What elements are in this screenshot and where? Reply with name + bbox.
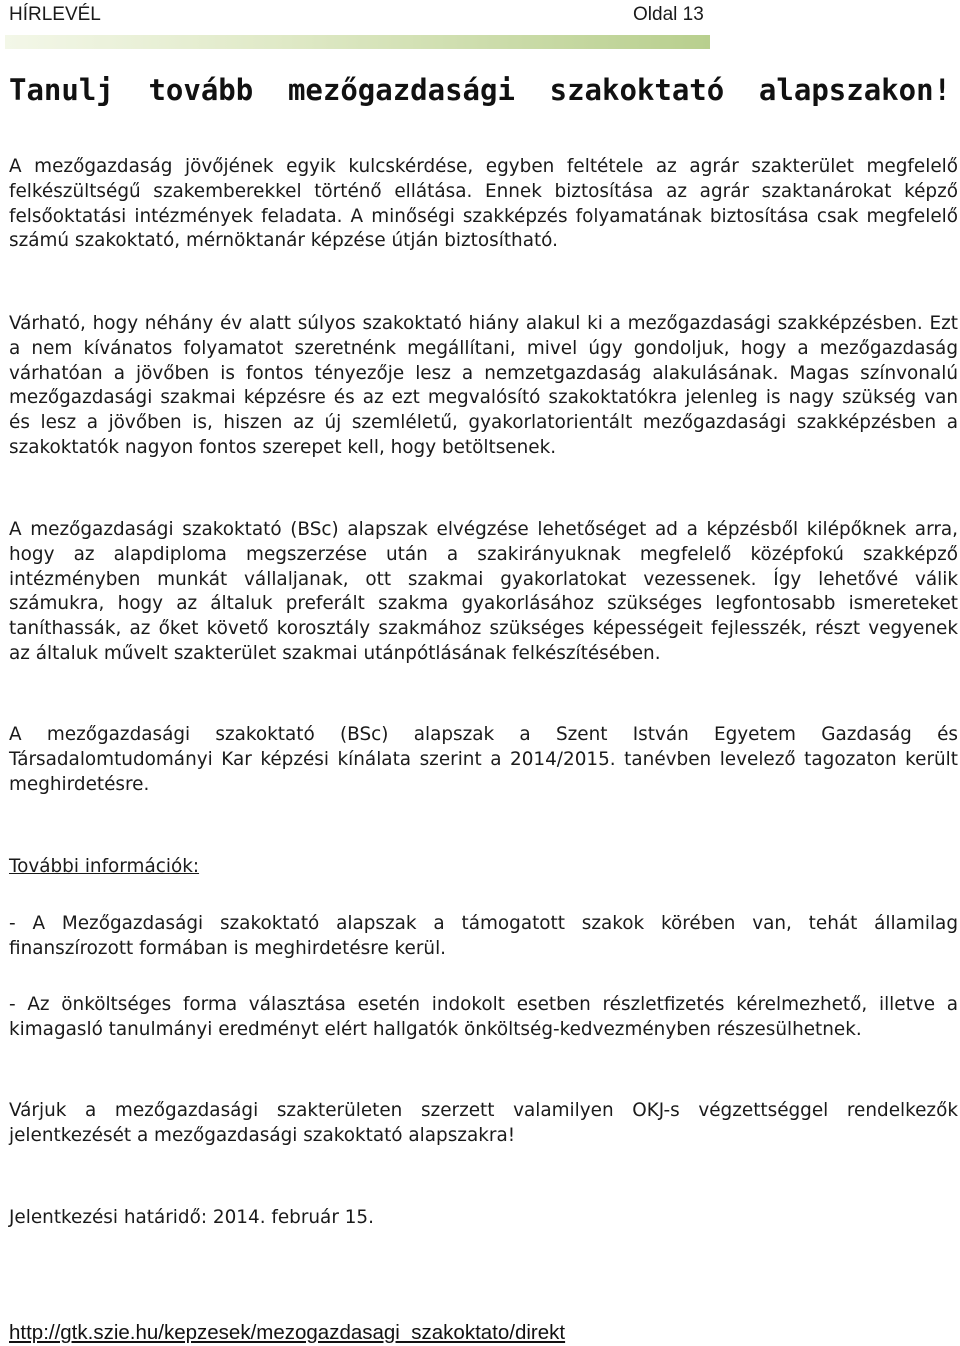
- info-bullet-funding: - A Mezőgazdasági szakoktató alapszak a támogatott szakok körében van, tehát államilag finanszírozott formában is meghirdetésre kerül.: [9, 913, 958, 959]
- header-gradient-bar: [5, 35, 710, 49]
- closing-paragraph: Várjuk a mezőgazdasági szakterületen szerzett valamilyen OKJ-s végzettséggel rendelkezők jelentkezését a mezőgazdasági szakoktató alapszakra!: [9, 1100, 958, 1146]
- opportunity-paragraph: A mezőgazdasági szakoktató (BSc) alapszak elvégzése lehetőséget ad a képzésből kilépőknek arra, hogy az alapdiploma megszerzése után a szakirányuknak megfelelő középfokú szakképző intézményben munkát vállaljanak, ott szakmai gyakorlatokat vezessenek. Így lehetővé válik számukra, hogy az általuk preferált szakma gyakorlásához szükséges legfontosabb ismereteket taníthassák, az őket követő korosztály szakmához szükséges képességeit fejlesszék, részt vegyenek az általuk művelt szakterület szakmai utánpótlásának felkészítésében.: [9, 519, 958, 664]
- intro-paragraph: A mezőgazdaság jövőjének egyik kulcskérdése, egyben feltétele az agrár szakterület megfelelő felkészültségű szakemberekkel történő ellátása. Ennek biztosítása az agrár szaktanárokat képző felsőoktatási intézmények feladata. A minőségi szakképzés folyamatának biztosítása csak megfelelő számú szakoktató, mérnöktanár képzése útján biztosítható.: [9, 156, 958, 252]
- info-bullet-tuition: - Az önköltséges forma választása esetén indokolt esetben részletfizetés kérelmezhető, illetve a kimagasló tanulmányi eredményt elért hallgatók önköltség-kedvezményben részesülhetnek.: [9, 994, 958, 1040]
- info-heading: További információk:: [9, 856, 200, 877]
- page-title: Tanulj tovább mezőgazdasági szakoktató alapszakon!: [9, 73, 951, 107]
- shortage-paragraph: Várható, hogy néhány év alatt súlyos szakoktató hiány alakul ki a mezőgazdasági szakképzésben. Ezt a nem kívánatos folyamatot szeretnénk megállítani, mivel úgy gondoljuk, hogy a mezőgazdaság várhatóan a jövőben is fontos tényezője lesz a nemzetgazdaság alakulásának. Magas színvonalú mezőgazdasági szakmai képzésre és az ezt megvalósító szakoktatókra jelenleg is nagy szükség van és lesz a jövőben is, hiszen az új szemléletű, gyakorlatorientált mezőgazdasági szakképzésben a szakoktatók nagyon fontos szerepet kell, hogy betöltsenek.: [9, 313, 958, 458]
- page-number: Oldal 13: [633, 4, 704, 25]
- program-paragraph: A mezőgazdasági szakoktató (BSc) alapszak a Szent István Egyetem Gazdaság és Társadalomtudományi Kar képzési kínálata szerint a 2014/2015. tanévben levelező tagozaton került meghirdetésre.: [9, 724, 958, 795]
- newsletter-label: HÍRLEVÉL: [9, 4, 101, 25]
- program-link[interactable]: http://gtk.szie.hu/kepzesek/mezogazdasagi_szakoktato/direkt: [9, 1321, 566, 1344]
- application-deadline: Jelentkezési határidő: 2014. február 15.: [9, 1207, 374, 1228]
- newsletter-header: [9, 4, 709, 28]
